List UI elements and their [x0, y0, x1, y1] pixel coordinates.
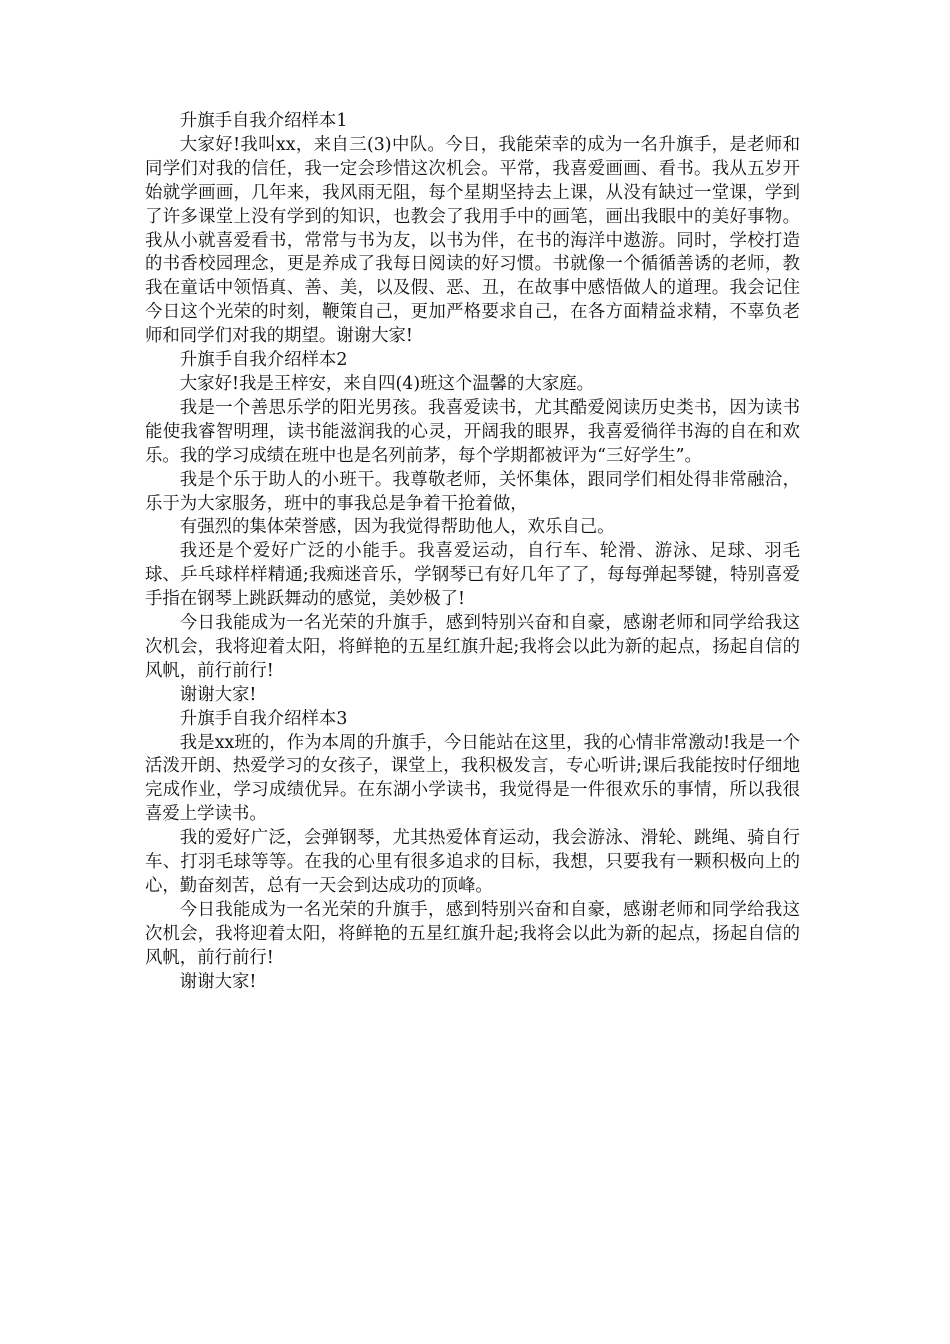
paragraph: 我的爱好广泛，会弹钢琴，尤其热爱体育运动，我会游泳、滑轮、跳绳、骑自行车、打羽毛球等等。在我的心里有很多追求的目标，我想，只要我有一颗积极向上的心，勤奋刻苦，总有一天会到达成功的顶峰。	[145, 828, 800, 896]
document-body	[145, 110, 800, 995]
paragraph: 谢谢大家!	[179, 684, 257, 705]
paragraph: 今日我能成为一名光荣的升旗手，感到特别兴奋和自豪，感谢老师和同学给我这次机会，我将迎着太阳，将鲜艳的五星红旗升起;我将会以此为新的起点，扬起自信的风帆，前行前行!	[145, 613, 800, 681]
paragraph: 我是一个善思乐学的阳光男孩。我喜爱读书，尤其酷爱阅读历史类书，因为读书能使我睿智明理，读书能滋润我的心灵，开阔我的眼界，我喜爱徜徉书海的自在和欢乐。我的学习成绩在班中也是名列前茅，每个学期都被评为“三好学生”。	[145, 397, 800, 466]
paragraph: 大家好!我叫xx，来自三(3)中队。今日，我能荣幸的成为一名升旗手，是老师和同学们对我的信任，我一定会珍惜这次机会。平常，我喜爱画画、看书。我从五岁开始就学画画，几年来，我风雨无阻，每个星期坚持去上课，从没有缺过一堂课，学到了许多课堂上没有学到的知识，也教会了我用手中的画笔，画出我眼中的美好事物。我从小就喜爱看书，常常与书为友，以书为伴，在书的海洋中遨游。同时，学校打造的书香校园理念，更是养成了我每日阅读的好习惯。书就像一个循循善诱的老师，教我在童话中领悟真、善、美，以及假、恶、丑，在故事中感悟做人的道理。我会记住今日这个光荣的时刻，鞭策自己，更加严格要求自己，在各方面精益求精，不辜负老师和同学们对我的期望。谢谢大家!	[145, 134, 800, 347]
paragraph: 有强烈的集体荣誉感，因为我觉得帮助他人，欢乐自己。	[179, 517, 615, 538]
paragraph: 今日我能成为一名光荣的升旗手，感到特别兴奋和自豪，感谢老师和同学给我这次机会，我将迎着太阳，将鲜艳的五星红旗升起;我将会以此为新的起点，扬起自信的风帆，前行前行!	[145, 899, 800, 968]
section-title-2: 升旗手自我介绍样本2	[179, 350, 348, 371]
section-title-3: 升旗手自我介绍样本3	[179, 708, 348, 729]
paragraph: 我还是个爱好广泛的小能手。我喜爱运动，自行车、轮滑、游泳、足球、羽毛球、乒乓球样样精通;我痴迷音乐，学钢琴已有好几年了了，每每弹起琴键，特别喜爱手指在钢琴上跳跃舞动的感觉，美妙极了!	[145, 541, 800, 610]
paragraph: 谢谢大家!	[179, 971, 257, 992]
paragraph: 我是xx班的，作为本周的升旗手，今日能站在这里，我的心情非常激动!我是一个活泼开朗、热爱学习的女孩子，课堂上，我积极发言，专心听讲;课后我能按时仔细地完成作业，学习成绩优异。在东湖小学读书，我觉得是一件很欢乐的事情，所以我很喜爱上学读书。	[145, 732, 800, 825]
paragraph: 我是个乐于助人的小班干。我尊敬老师，关怀集体，跟同学们相处得非常融洽，乐于为大家服务，班中的事我总是争着干抢着做，	[145, 469, 800, 514]
section-title-1: 升旗手自我介绍样本1	[179, 111, 348, 131]
paragraph: 大家好!我是王梓安，来自四(4)班这个温馨的大家庭。	[179, 373, 595, 394]
